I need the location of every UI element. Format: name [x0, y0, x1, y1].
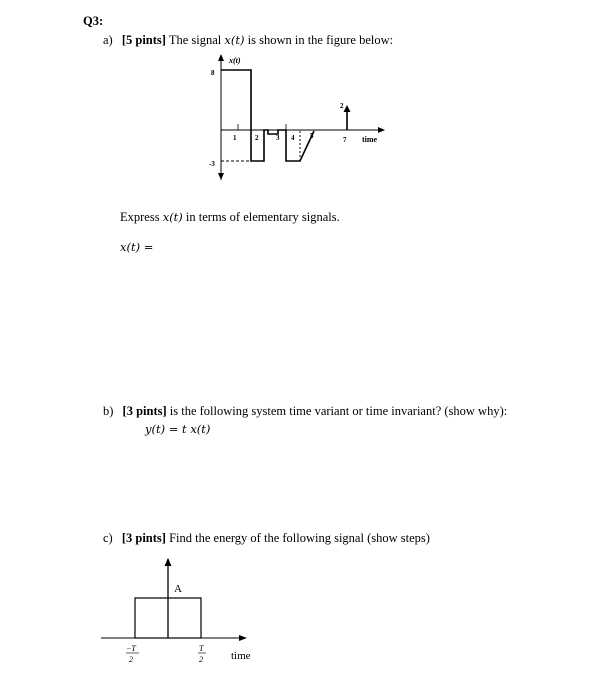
pulse-left-den: 2 [129, 655, 133, 664]
y-tick-8: 8 [211, 69, 215, 77]
part-b-equation: y(t) = t x(t) [145, 422, 211, 436]
part-a-text-before: The signal [165, 33, 225, 47]
x-tick-label: 3 [276, 134, 280, 142]
part-a-math-signal: x(t) [224, 33, 245, 47]
signal-figure [200, 52, 400, 187]
y-axis-label: x(t) [229, 56, 241, 65]
express-text-before: Express [120, 210, 163, 224]
part-c-line [103, 531, 430, 546]
impulse-arrow [344, 105, 351, 112]
part-b-letter: b) [103, 404, 114, 418]
pulse-x-label: time [231, 650, 251, 662]
express-text-after: in terms of elementary signals. [182, 210, 340, 224]
part-a-text-after: is shown in the figure below: [244, 33, 394, 47]
part-c-points: [3 pints] [121, 531, 166, 545]
x-tick-label: 2 [255, 134, 259, 142]
x-tick-label: 1 [233, 134, 237, 142]
rect-pulse-figure [95, 555, 275, 675]
part-b-line [103, 404, 507, 419]
part-a-line [103, 33, 393, 48]
y-tick-neg3: -3 [209, 160, 215, 168]
part-b-text: is the following system time variant or time invariant? (show why): [166, 404, 508, 418]
x-axis-label: time [362, 135, 378, 144]
impulse-tick-2: 2 [340, 102, 344, 110]
x-tick-label: 5 [310, 132, 314, 140]
answer-lhs: x(t) = [120, 240, 154, 254]
part-c-text: Find the energy of the following signal (show steps) [165, 531, 430, 545]
x-tick-label: 7 [343, 136, 347, 144]
y-axis-down-arrow [218, 173, 224, 180]
pulse-y-axis-arrow [165, 558, 172, 566]
pulse-right-den: 2 [199, 655, 203, 664]
part-a-points: [5 pints] [121, 33, 166, 47]
y-axis-up-arrow [218, 54, 224, 61]
pulse-right-num: T [199, 644, 204, 653]
part-a-letter: a) [103, 33, 113, 47]
pulse-x-axis-arrow [239, 635, 247, 641]
x-tick-label: 4 [291, 134, 295, 142]
express-line [120, 210, 340, 225]
pulse-amplitude-label: A [174, 583, 182, 595]
part-b-points: [3 pints] [122, 404, 167, 418]
question-label: Q3: [83, 14, 104, 28]
express-math: x(t) [162, 210, 183, 224]
x-axis-arrow [378, 127, 385, 133]
part-c-letter: c) [103, 531, 113, 545]
pulse-left-num: −T [126, 644, 136, 653]
